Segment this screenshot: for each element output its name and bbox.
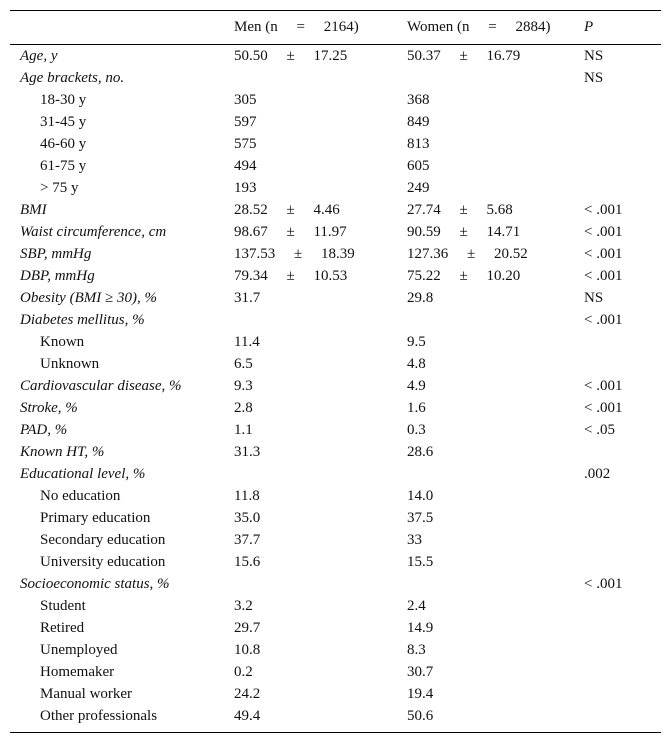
women-value: 29.8 [407, 290, 434, 306]
table-row [10, 265, 661, 287]
men-value: 1.1 [234, 422, 253, 438]
table-row [10, 287, 661, 309]
men-value: 3.2 [234, 598, 253, 614]
table-row [10, 177, 661, 199]
table-row [10, 67, 661, 89]
men-value: 50.50 ± 17.25 [234, 48, 348, 64]
women-value: 4.9 [407, 378, 426, 394]
row-label: DBP, mmHg [20, 268, 95, 284]
table-row [10, 661, 661, 683]
table-row [10, 221, 661, 243]
table-header [10, 11, 661, 45]
table-row [10, 485, 661, 507]
table-row [10, 199, 661, 221]
women-value: 75.22 ± 10.20 [407, 268, 521, 284]
women-value: 249 [407, 180, 430, 196]
table-row [10, 683, 661, 705]
men-value: 35.0 [234, 510, 261, 526]
men-value: 98.67 ± 11.97 [234, 224, 347, 240]
row-label: Unemployed [40, 642, 118, 658]
men-value: 305 [234, 92, 257, 108]
row-label: Stroke, % [20, 400, 78, 416]
women-value: 14.0 [407, 488, 434, 504]
header-women: Women (n = 2884) [407, 19, 551, 35]
men-value: 29.7 [234, 620, 261, 636]
women-value: 90.59 ± 14.71 [407, 224, 521, 240]
row-label: Homemaker [40, 664, 115, 680]
men-value: 2.8 [234, 400, 253, 416]
table-row [10, 397, 661, 419]
table-row [10, 375, 661, 397]
row-label: BMI [20, 202, 47, 218]
men-value: 15.6 [234, 554, 261, 570]
table-row [10, 705, 661, 727]
p-value: < .001 [584, 378, 623, 394]
men-value: 37.7 [234, 532, 261, 548]
row-label: Known [40, 334, 85, 350]
row-label: Student [40, 598, 86, 614]
women-value: 30.7 [407, 664, 434, 680]
row-label: 31-45 y [40, 114, 87, 130]
p-value: < .001 [584, 312, 623, 328]
table-row [10, 419, 661, 441]
row-label: 46-60 y [40, 136, 87, 152]
women-value: 33 [407, 532, 422, 548]
women-value: 28.6 [407, 444, 434, 460]
table-row [10, 331, 661, 353]
row-label: 61-75 y [40, 158, 87, 174]
men-value: 11.4 [234, 334, 260, 350]
row-label: Obesity (BMI ≥ 30), % [20, 290, 157, 306]
row-label: Known HT, % [20, 444, 105, 460]
p-value: < .001 [584, 268, 623, 284]
p-value: NS [584, 48, 604, 64]
women-value: 2.4 [407, 598, 426, 614]
table-row [10, 441, 661, 463]
men-value: 11.8 [234, 488, 260, 504]
men-value: 0.2 [234, 664, 253, 680]
p-value: NS [584, 70, 604, 86]
row-label: No education [40, 488, 121, 504]
table-row [10, 243, 661, 265]
men-value: 193 [234, 180, 257, 196]
row-label: Manual worker [40, 686, 133, 702]
table-row [10, 133, 661, 155]
women-value: 1.6 [407, 400, 426, 416]
women-value: 368 [407, 92, 430, 108]
women-value: 849 [407, 114, 430, 130]
men-value: 31.7 [234, 290, 261, 306]
women-value: 4.8 [407, 356, 426, 372]
row-label: Retired [40, 620, 85, 636]
women-value: 37.5 [407, 510, 434, 526]
men-value: 10.8 [234, 642, 261, 658]
table-row [10, 463, 661, 485]
table-row [10, 617, 661, 639]
p-value: .002 [584, 466, 611, 482]
row-label: > 75 y [40, 180, 79, 196]
row-label: Waist circumference, cm [20, 224, 167, 240]
table-row [10, 507, 661, 529]
row-label: Age brackets, no. [20, 70, 125, 86]
table-row [10, 529, 661, 551]
row-label: Primary education [40, 510, 151, 526]
table-row [10, 45, 661, 67]
row-label: Unknown [40, 356, 100, 372]
p-value: < .001 [584, 246, 623, 262]
row-label: Other professionals [40, 708, 158, 724]
row-label: PAD, % [20, 422, 68, 438]
row-label: Diabetes mellitus, % [20, 312, 145, 328]
men-value: 6.5 [234, 356, 253, 372]
characteristics-table [10, 10, 661, 733]
row-label: Cardiovascular disease, % [20, 378, 182, 394]
header-p: P [584, 19, 594, 35]
women-value: 813 [407, 136, 430, 152]
women-value: 9.5 [407, 334, 426, 350]
women-value: 27.74 ± 5.68 [407, 202, 513, 218]
row-label: SBP, mmHg [20, 246, 92, 262]
p-value: < .001 [584, 224, 623, 240]
table-row [10, 595, 661, 617]
table-body [10, 45, 661, 732]
women-value: 50.37 ± 16.79 [407, 48, 521, 64]
row-label: Secondary education [40, 532, 166, 548]
men-value: 494 [234, 158, 257, 174]
table-row [10, 573, 661, 595]
p-value: < .05 [584, 422, 615, 438]
women-value: 8.3 [407, 642, 426, 658]
table-row [10, 551, 661, 573]
table-row [10, 155, 661, 177]
row-label: Educational level, % [20, 466, 146, 482]
table-row [10, 89, 661, 111]
women-value: 605 [407, 158, 430, 174]
header-men: Men (n = 2164) [234, 19, 359, 35]
row-label: 18-30 y [40, 92, 87, 108]
men-value: 79.34 ± 10.53 [234, 268, 348, 284]
table-row [10, 639, 661, 661]
table-row [10, 309, 661, 331]
p-value: < .001 [584, 576, 623, 592]
women-value: 19.4 [407, 686, 434, 702]
table-row [10, 111, 661, 133]
men-value: 24.2 [234, 686, 261, 702]
row-label: University education [40, 554, 166, 570]
men-value: 28.52 ± 4.46 [234, 202, 340, 218]
women-value: 50.6 [407, 708, 434, 724]
p-value: < .001 [584, 400, 623, 416]
women-value: 15.5 [407, 554, 434, 570]
men-value: 597 [234, 114, 257, 130]
women-value: 0.3 [407, 422, 426, 438]
men-value: 49.4 [234, 708, 261, 724]
row-label: Age, y [20, 48, 58, 64]
men-value: 9.3 [234, 378, 253, 394]
men-value: 31.3 [234, 444, 261, 460]
p-value: NS [584, 290, 604, 306]
women-value: 14.9 [407, 620, 434, 636]
men-value: 137.53 ± 18.39 [234, 246, 355, 262]
row-label: Socioeconomic status, % [20, 576, 170, 592]
table-row [10, 353, 661, 375]
women-value: 127.36 ± 20.52 [407, 246, 528, 262]
p-value: < .001 [584, 202, 623, 218]
men-value: 575 [234, 136, 257, 152]
